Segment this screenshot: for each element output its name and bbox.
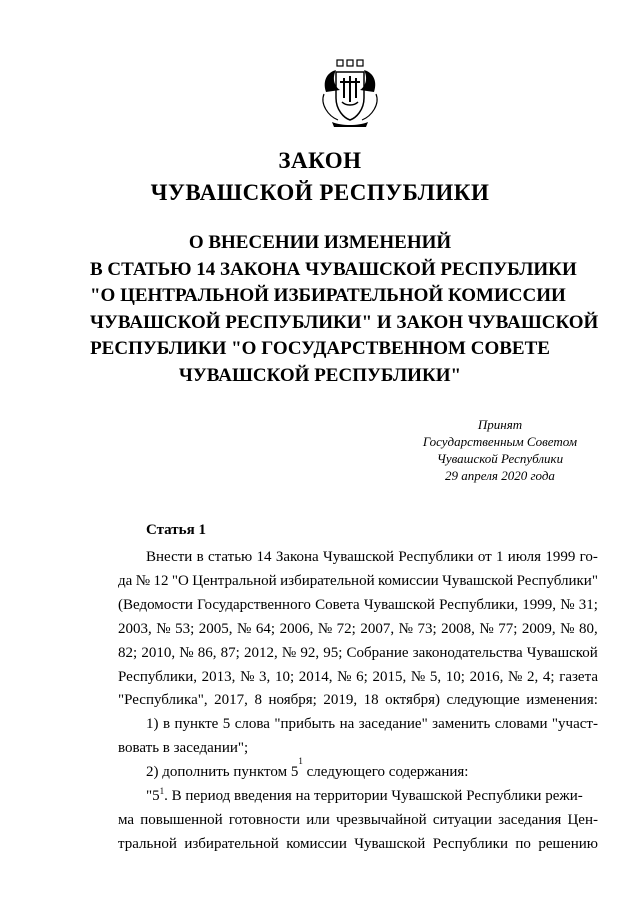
word: статью (207, 549, 253, 565)
word: 2009, (521, 620, 556, 637)
word: 2015, (372, 668, 407, 685)
word: ма (118, 811, 135, 828)
word: № (560, 596, 575, 613)
body-line (118, 570, 598, 594)
word: 64; (255, 620, 276, 637)
word: да (118, 572, 133, 589)
word: Государственного (197, 596, 311, 613)
word: 87; (220, 644, 240, 661)
subtitle-line: В СТАТЬЮ 14 ЗАКОНА ЧУВАШСКОЙ РЕСПУБЛИКИ (90, 258, 577, 280)
word: 1999, (522, 596, 557, 613)
word: № (337, 668, 352, 685)
word: в (162, 716, 171, 733)
body-line (118, 618, 598, 642)
word: 10; (274, 668, 295, 685)
adoption-note (400, 416, 600, 484)
word: Собрание (346, 644, 409, 661)
word: пункте (174, 716, 219, 733)
word: 6; (356, 668, 368, 685)
body-text: . В период введения на территории Чувашской Республики режи- (164, 788, 583, 805)
word: № (281, 644, 297, 661)
word: № (479, 620, 494, 637)
body-text: "5 (146, 788, 160, 805)
word: Внести (146, 549, 193, 565)
word: Республики, (118, 668, 197, 685)
word: изменения: (526, 692, 598, 709)
body-text: следующего содержания: (302, 764, 469, 781)
subtitle-line: ЧУВАШСКОЙ РЕСПУБЛИКИ" (178, 364, 462, 386)
word: № (507, 668, 523, 685)
adoption-line: Чувашской Республики (436, 451, 564, 466)
body-line (118, 809, 598, 833)
body-line (118, 642, 598, 666)
word: 2003, (118, 620, 152, 637)
word: 2013, (201, 668, 236, 685)
word: 31; (578, 596, 598, 613)
word: Республики (398, 549, 474, 565)
word: или (306, 811, 330, 828)
word: тральной (118, 835, 177, 852)
law-title-line2: ЧУВАШСКОЙ РЕСПУБЛИКИ (150, 180, 490, 205)
word: октября) (385, 692, 440, 709)
word: "О (171, 572, 189, 589)
word: 2010, (141, 644, 176, 661)
word: 12 (153, 572, 169, 589)
word: 2005, (198, 620, 233, 637)
word: избирательной (280, 572, 375, 589)
word: 77; (498, 620, 518, 637)
word: чрезвычайной (335, 811, 427, 828)
word: 2008, (441, 620, 475, 637)
word: готовности (228, 811, 301, 828)
word: № (237, 620, 252, 637)
body-line (118, 833, 598, 857)
word: комиссии (286, 835, 347, 852)
superscript: 1 (159, 786, 165, 797)
word: № (156, 620, 171, 637)
word: 2, (526, 668, 539, 685)
word: 3, (259, 668, 271, 685)
word: 72; (336, 620, 356, 637)
word: следующие (446, 692, 520, 709)
word: 2007, (360, 620, 395, 637)
body-line (118, 713, 598, 737)
word: 86, (197, 644, 217, 661)
word: Чувашской (442, 572, 514, 589)
word: 1999 (545, 549, 576, 565)
word: июля (507, 549, 542, 565)
word: Чувашской (363, 596, 435, 613)
word: 95; (323, 644, 343, 661)
body-line: вовать в заседании"; (118, 740, 249, 757)
word: слова (234, 716, 270, 733)
body-line (118, 666, 598, 690)
body-line (118, 594, 598, 618)
word: 2019, (323, 692, 358, 709)
word: 73; (417, 620, 437, 637)
word: Совета (315, 596, 360, 613)
word: № (240, 668, 255, 685)
body-line (118, 546, 598, 570)
word: заменить (432, 716, 491, 733)
word: № (398, 620, 413, 637)
body-line (118, 785, 598, 809)
word: Республики" (516, 572, 598, 589)
subtitle-line: ЧУВАШСКОЙ РЕСПУБЛИКИ" И ЗАКОН ЧУВАШСКОЙ (90, 311, 599, 333)
word: ситуации (432, 811, 492, 828)
subtitle-line: О ВНЕСЕНИИ ИЗМЕНЕНИЙ (188, 232, 452, 253)
word: ноября; (268, 692, 317, 709)
word: 1) (146, 716, 159, 733)
word: 53; (175, 620, 195, 637)
law-title-line1: ЗАКОН (278, 148, 362, 173)
word: (Ведомости (118, 596, 193, 613)
adoption-date: 29 апреля 2020 года (445, 468, 555, 483)
article-heading: Статья 1 (146, 522, 206, 538)
word: Республики, (439, 596, 519, 613)
word: избирательной (184, 835, 279, 852)
word: по (515, 835, 531, 852)
word: 92, (300, 644, 320, 661)
body-line (118, 689, 598, 713)
word: от (477, 549, 492, 565)
word: 2006, (279, 620, 314, 637)
word: го- (579, 549, 598, 565)
article-body (118, 546, 598, 857)
subtitle-line: "О ЦЕНТРАЛЬНОЙ ИЗБИРАТЕЛЬНОЙ КОМИССИИ (90, 285, 566, 307)
word: газета (559, 668, 598, 685)
superscript: 1 (298, 756, 303, 767)
word: № (317, 620, 333, 637)
word: повышенной (140, 811, 223, 828)
coat-of-arms-emblem (318, 58, 382, 128)
adoption-line: Государственным Советом (422, 434, 578, 449)
word: в (196, 549, 204, 565)
word: комиссии (378, 572, 439, 589)
body-line (118, 756, 598, 785)
law-subtitle (90, 230, 599, 390)
word: 82; (118, 644, 138, 661)
word: заседания (498, 811, 562, 828)
word: "участ- (551, 716, 598, 733)
word: 10; (445, 668, 465, 685)
word: № (135, 572, 151, 589)
word: 5, (429, 668, 442, 685)
word: 4; (542, 668, 555, 685)
word: № (410, 668, 426, 685)
word: на (339, 716, 355, 733)
word: "прибыть (274, 716, 336, 733)
word: 2012, (243, 644, 278, 661)
word: Чувашской (526, 644, 598, 661)
word: 18 (363, 692, 379, 709)
word: 5 (222, 716, 231, 733)
word: 80, (579, 620, 598, 637)
word: Чувашской (354, 835, 426, 852)
word: 2014, (298, 668, 333, 685)
word: Республики (432, 835, 508, 852)
body-text: 2) дополнить пунктом 5 (146, 764, 299, 781)
adoption-line: Принят (477, 417, 523, 432)
word: № (179, 644, 194, 661)
word: 1 (496, 549, 504, 565)
word: Закона (275, 549, 319, 565)
word: 14 (256, 549, 272, 565)
word: 8 (254, 692, 262, 709)
word: Цен- (567, 811, 598, 828)
word: 2016, (469, 668, 504, 685)
word: решению (538, 835, 598, 852)
word: № (560, 620, 575, 637)
word: заседание" (358, 716, 428, 733)
word: Чувашской (322, 549, 395, 565)
word: 2017, (214, 692, 248, 709)
word: Центральной (192, 572, 277, 589)
word: словами (494, 716, 548, 733)
word: законодательства (412, 644, 523, 661)
word: "Республика", (118, 692, 208, 709)
subtitle-line: РЕСПУБЛИКИ "О ГОСУДАРСТВЕННОМ СОВЕТЕ (90, 338, 550, 360)
